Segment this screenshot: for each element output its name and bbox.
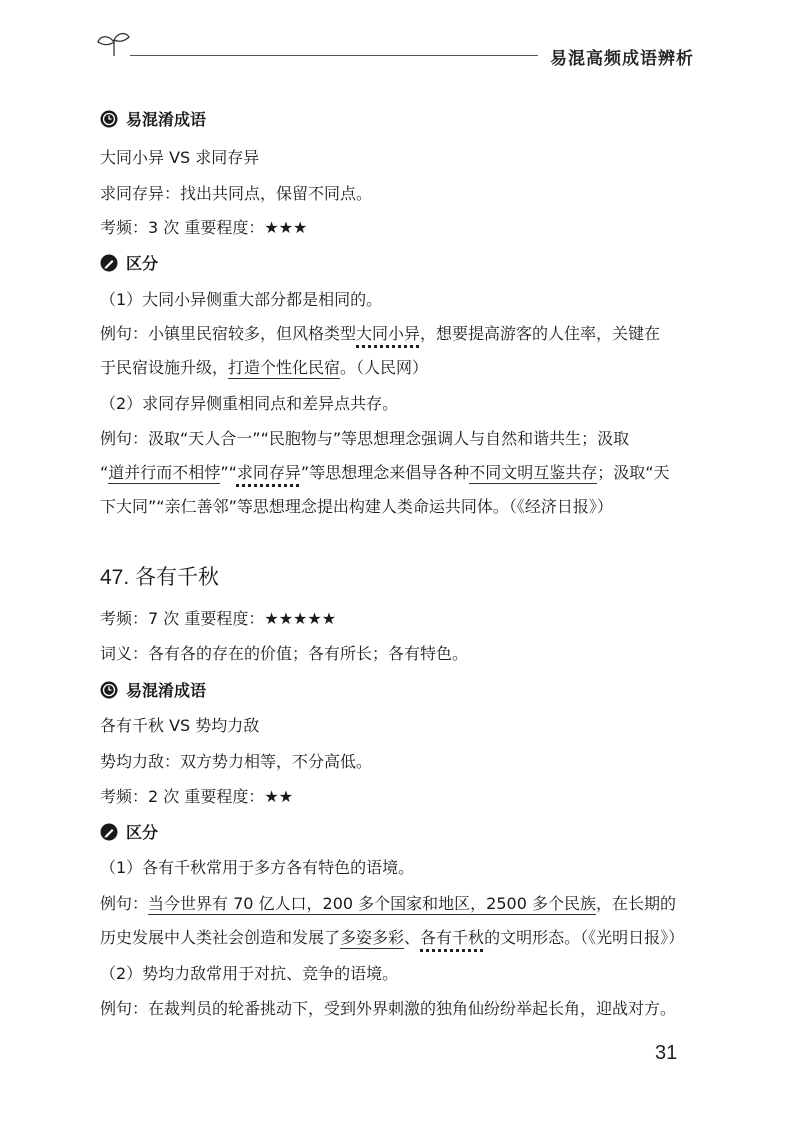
point-1: （1）大同小异侧重大部分都是相同的。 [100,290,383,309]
frequency: 考频：7 次 重要程度：★★★★★ [100,609,337,628]
example-2-line-3: 下大同”“亲仁善邻”等思想理念提出构建人类命运共同体。（《经济日报》） [100,497,613,516]
underlined-phrase: 打造个性化民宿 [228,358,341,377]
pen-icon [100,254,118,272]
clock-icon [100,681,118,699]
example-1-line-2 [100,357,428,379]
example-2-line-2 [100,462,670,484]
frequency: 考频：2 次 重要程度：★★ [100,787,294,806]
text: 例句： [100,894,149,913]
definition: 求同存异：找出共同点，保留不同点。 [100,184,373,203]
sprout-icon [94,28,134,58]
frequency: 考频：3 次 重要程度：★★★ [100,218,308,237]
underlined-phrase: 当今世界有 70 亿人口，200 多个国家和地区，2500 多个民族 [148,894,596,913]
definition: 势均力敌：双方势力相等，不分高低。 [100,752,373,771]
emphasized-idiom: 各有千秋 [420,928,485,947]
underlined-phrase: 道并行而不相悖 [108,463,221,482]
confusable-heading [100,109,206,131]
text: ”等思想理念来倡导各种 [300,463,470,482]
difference-heading [100,822,158,844]
difference-heading-text: 区分 [126,254,159,273]
text: ，在长期的 [595,894,676,913]
word-meaning: 词义：各有各的存在的价值；各有所长；各有特色。 [100,644,469,663]
clock-icon [100,110,118,128]
text: 例句：小镇里民宿较多，但风格类型 [100,324,357,343]
example-2: 例句：在裁判员的轮番挑动下，受到外界刺激的独角仙纷纷举起长角，迎战对方。 [100,999,677,1018]
confusable-heading [100,680,206,702]
text: 的文明形态。（《光明日报》） [484,928,685,947]
idiom-pair: 各有千秋 VS 势均力敌 [100,716,260,735]
example-1-line-2 [100,927,684,949]
underlined-phrase: 不同文明互鉴共存 [469,463,598,482]
confusable-heading-text: 易混淆成语 [126,681,207,700]
header-rule [130,55,538,56]
idiom-pair: 大同小异 VS 求同存异 [100,148,260,167]
emphasized-idiom: 大同小异 [356,324,421,343]
example-1-line-1 [100,893,676,915]
page-number: 31 [655,1042,678,1064]
text: 。（人民网） [340,358,429,377]
point-2: （2）求同存异侧重相同点和差异点共存。 [100,394,399,413]
text: ，想要提高游客的人住率，关键在 [420,324,661,343]
text: 历史发展中人类社会创造和发展了 [100,928,341,947]
difference-heading-text: 区分 [126,823,159,842]
entry-title: 47. 各有千秋 [100,566,220,589]
emphasized-idiom: 求同存异 [236,463,301,482]
text: “ [100,463,109,482]
pen-icon [100,823,118,841]
example-2-line-1: 例句：汲取“天人合一”“民胞物与”等思想理念强调人与自然和谐共生；汲取 [100,429,630,448]
point-1: （1）各有千秋常用于多方各有特色的语境。 [100,858,415,877]
text: 于民宿设施升级， [100,358,229,377]
point-2: （2）势均力敌常用于对抗、竞争的语境。 [100,964,399,983]
text: ；汲取“天 [597,463,670,482]
example-1-line-1 [100,323,660,345]
underlined-phrase: 多姿多彩 [340,928,405,947]
header-title: 易混高频成语辨析 [550,49,694,69]
text: 、 [404,928,421,947]
difference-heading [100,253,158,275]
confusable-heading-text: 易混淆成语 [126,110,207,129]
text: ”“ [220,463,237,482]
